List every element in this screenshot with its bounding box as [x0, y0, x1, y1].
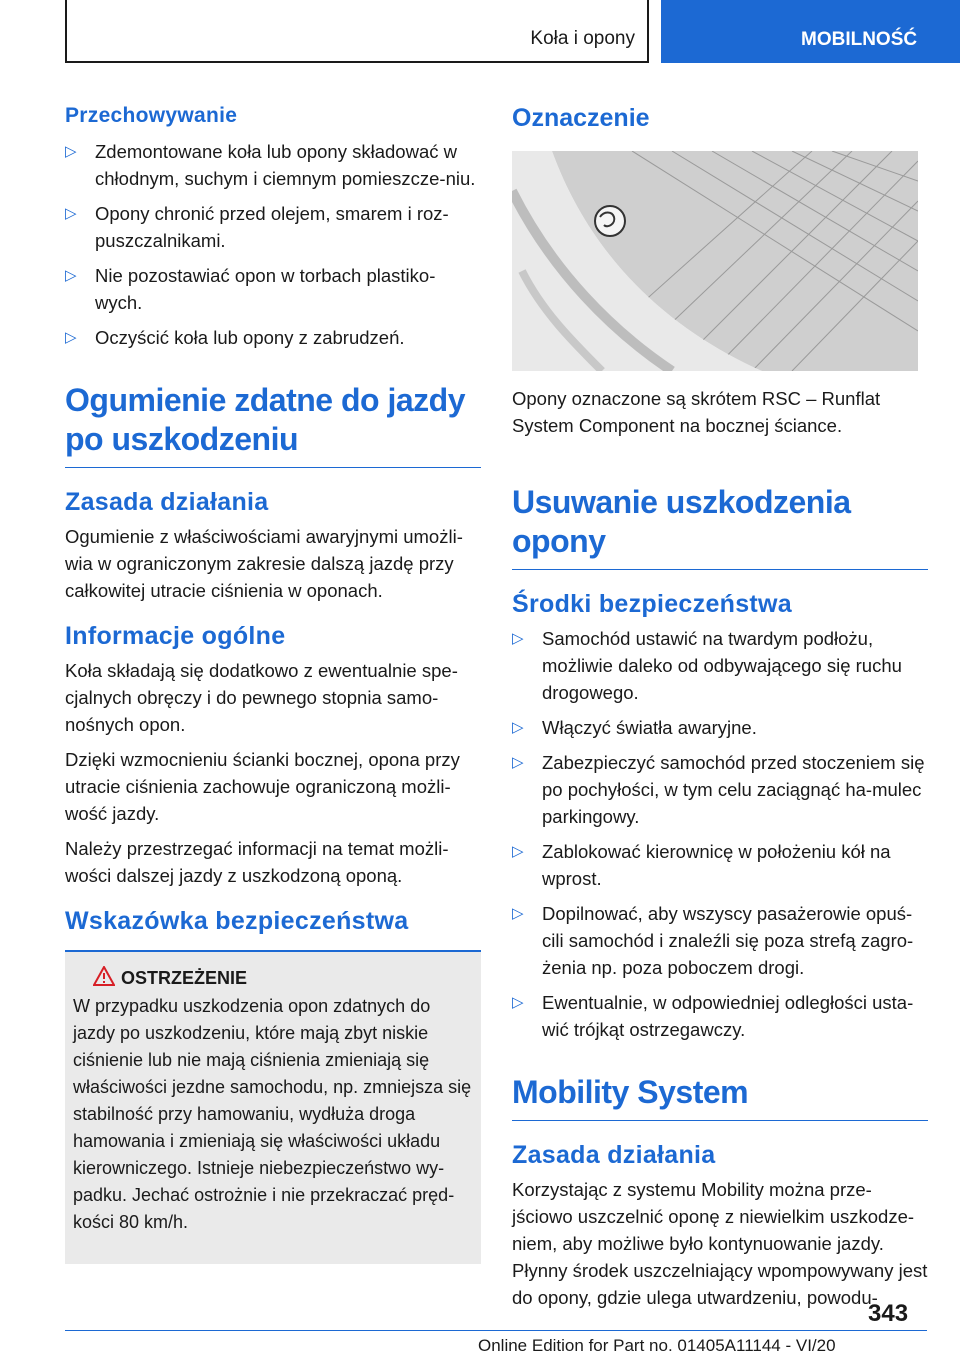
warning-text: W przypadku uszkodzenia opon zdatnych do jazdy po uszkodzeniu, które mają zbyt niskie ciśnienie lub nie mają ciśnienia zmieniają się właściwości jezdne samochodu, np. zmniejsza się stabilność przy hamowaniu, wydłuża droga hamowania i zmieniają się właściwości układu kierowniczego. Istnieje niebezpieczeństwo wy-padku. Jechać ostrożnie i nie przekraczać pręd-kości 80 km/h.	[73, 996, 472, 1232]
warning-box	[65, 950, 481, 1264]
footer-divider	[65, 1330, 927, 1331]
left-column	[65, 96, 481, 1264]
list-item: ▷ Oczyścić koła lub opony z zabrudzeń.	[65, 324, 481, 351]
general-heading: Informacje ogólne	[65, 622, 286, 650]
triangle-right-icon: ▷	[512, 754, 524, 771]
triangle-right-icon: ▷	[512, 994, 524, 1011]
triangle-right-icon: ▷	[512, 630, 524, 647]
right-column	[512, 96, 928, 1319]
list-item: ▷ Ewentualnie, w odpowiedniej odległości usta-wić trójkąt ostrzegawczy.	[512, 989, 928, 1043]
list-item: ▷ Włączyć światła awaryjne.	[512, 714, 928, 741]
page-number: 343	[868, 1300, 909, 1327]
principle-heading: Zasada działania	[65, 488, 269, 516]
list-item: ▷ Zdemontowane koła lub opony składować w chłodnym, suchym i ciemnym pomieszcze-niu.	[65, 138, 481, 192]
footer-edition: Online Edition for Part no. 01405A11144 - VI/20	[478, 1336, 836, 1355]
list-item: ▷ Zablokować kierownicę w położeniu kół na wprost.	[512, 838, 928, 892]
list-item: ▷ Samochód ustawić na twardym podłożu, możliwie daleko od odbywającego się ruchu drogowego.	[512, 625, 928, 706]
rsc-tire-image	[512, 151, 918, 371]
header-section-title: Koła i opony	[530, 28, 635, 49]
marking-heading: Oznaczenie	[512, 104, 650, 132]
general-paragraph-2: Dzięki wzmocnieniu ścianki bocznej, opona przy utracie ciśnienia zachowuje ograniczoną możli-wość jazdy.	[65, 749, 460, 824]
principle-text: Ogumienie z właściwościami awaryjnymi umożli-wia w ograniczonym zakresie dalszą jazdę przy całkowitej utracie ciśnienia w oponach.	[65, 526, 463, 601]
safety-note-heading: Wskazówka bezpieczeństwa	[65, 907, 409, 935]
list-item: ▷ Opony chronić przed olejem, smarem i roz-puszczalnikami.	[65, 200, 481, 254]
triangle-right-icon: ▷	[65, 267, 77, 284]
triangle-right-icon: ▷	[512, 905, 524, 922]
triangle-right-icon: ▷	[65, 143, 77, 160]
marking-text: Opony oznaczone są skrótem RSC – Runflat System Component na bocznej ściance.	[512, 388, 881, 436]
safety-list	[512, 625, 928, 1043]
list-item: ▷ Dopilnować, aby wszyscy pasażerowie opuś-cili samochód i znaleźli się poza strefą zagro-żenia np. poza poboczem drogi.	[512, 900, 928, 981]
mobility-principle-heading: Zasada działania	[512, 1141, 716, 1169]
storage-heading: Przechowywanie	[65, 104, 238, 127]
general-paragraph-3: Należy przestrzegać informacji na temat możli-wości dalszej jazdy z uszkodzoną oponą.	[65, 838, 449, 886]
warning-title: OSTRZEŻENIE	[101, 968, 473, 989]
mobility-heading: Mobility System	[512, 1073, 928, 1121]
header-chapter-tab: MOBILNOŚĆ	[661, 0, 960, 63]
storage-list	[65, 138, 481, 351]
warning-triangle-icon	[93, 966, 115, 991]
list-item: ▷ Zabezpieczyć samochód przed stoczeniem się po pochyłości, w tym celu zaciągnąć ha-mulec parkingowy.	[512, 749, 928, 830]
general-paragraph-1: Koła składają się dodatkowo z ewentualnie spe-cjalnych obręczy i do pewnego stopnia samo-nośnych opon.	[65, 660, 458, 735]
runflat-heading: Ogumienie zdatne do jazdy po uszkodzeniu	[65, 381, 481, 468]
triangle-right-icon: ▷	[65, 329, 77, 346]
triangle-right-icon: ▷	[512, 843, 524, 860]
safety-measures-heading: Środki bezpieczeństwa	[512, 590, 792, 618]
mobility-text: Korzystając z systemu Mobility można prze-jściowo uszczelnić oponę z niewielkim uszkodze-niem, aby możliwe było kontynuowanie jazdy. Płynny środek uszczelniający wpompowywany jest do opony, gdzie ulega utwardzeniu, powodu-	[512, 1179, 928, 1308]
repair-heading: Usuwanie uszkodzenia opony	[512, 483, 928, 570]
triangle-right-icon: ▷	[65, 205, 77, 222]
list-item: ▷ Nie pozostawiać opon w torbach plastiko-wych.	[65, 262, 481, 316]
triangle-right-icon: ▷	[512, 719, 524, 736]
